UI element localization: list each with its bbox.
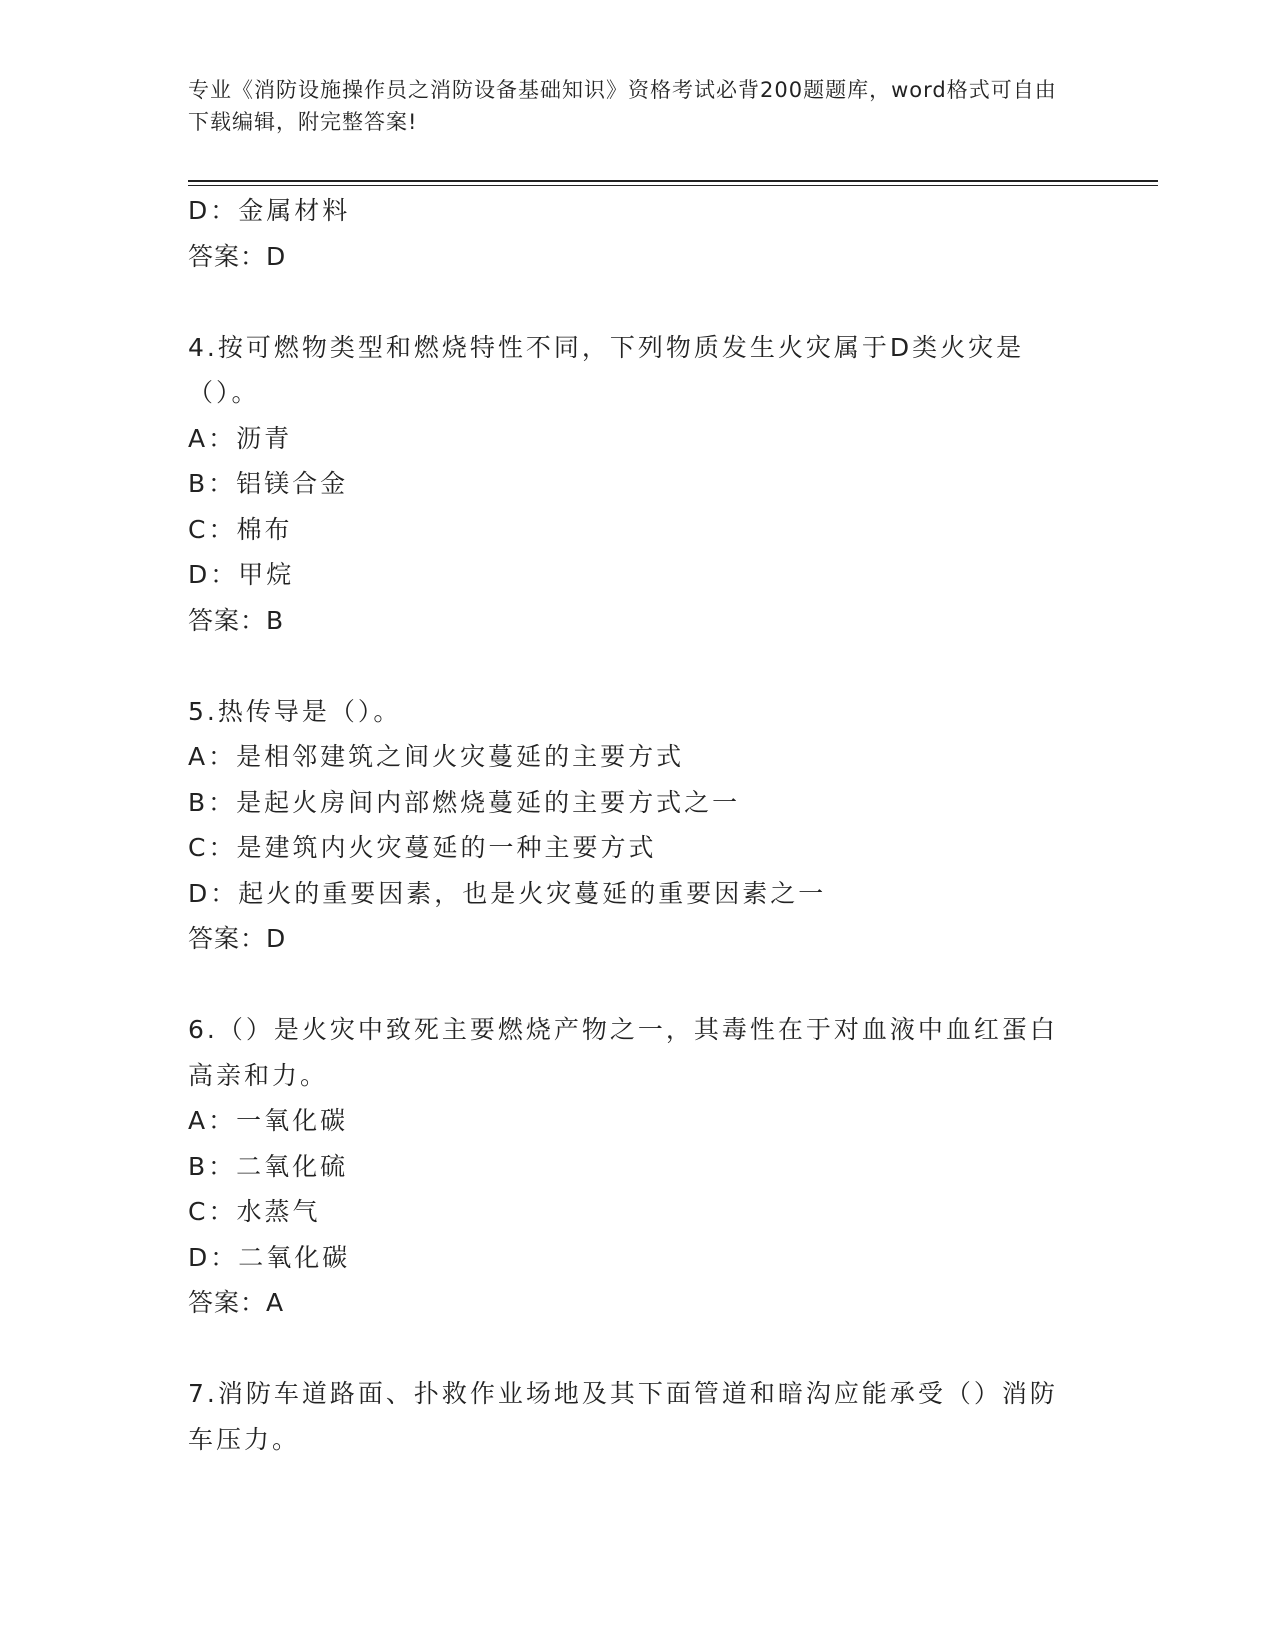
question-text: 6.（）是火灾中致死主要燃烧产物之一，其毒性在于对血液中血红蛋白高亲和力。 [188, 1015, 1058, 1090]
option-b: B：铝镁合金 [188, 469, 349, 498]
answer: 答案：D [188, 241, 287, 271]
option-d: D：甲烷 [188, 560, 295, 589]
document-header: 专业《消防设施操作员之消防设备基础知识》资格考试必背200题题库，word格式可自由下载编辑，附完整答案! [188, 78, 1057, 134]
question-7 [188, 1371, 1068, 1462]
option-b: B：二氧化硫 [188, 1151, 349, 1181]
option-a: A：沥青 [188, 423, 293, 453]
spacer [188, 643, 1068, 689]
header-divider-thin [188, 185, 1158, 186]
answer: 答案：A [188, 1288, 285, 1317]
question-6 [188, 1007, 1068, 1326]
option-d: D：起火的重要因素，也是火灾蔓延的重要因素之一 [188, 878, 827, 908]
spacer [188, 962, 1068, 1008]
option-c: C：水蒸气 [188, 1197, 321, 1226]
option-c: C：棉布 [188, 514, 293, 544]
question-4 [188, 325, 1068, 644]
spacer [188, 1326, 1068, 1372]
answer: 答案：B [188, 605, 285, 635]
option-d: D：二氧化碳 [188, 1242, 351, 1272]
question-5 [188, 689, 1068, 962]
option-d: D：金属材料 [188, 196, 351, 225]
option-c: C：是建筑内火灾蔓延的一种主要方式 [188, 833, 657, 862]
option-b: B：是起火房间内部燃烧蔓延的主要方式之一 [188, 787, 741, 817]
question-text: 4.按可燃物类型和燃烧特性不同，下列物质发生火灾属于D类火灾是（）。 [188, 332, 1025, 407]
answer: 答案：D [188, 924, 287, 953]
question-text: 7.消防车道路面、扑救作业场地及其下面管道和暗沟应能承受（）消防车压力。 [188, 1379, 1058, 1454]
option-a: A：一氧化碳 [188, 1106, 349, 1135]
question-list [188, 188, 1068, 1462]
option-a: A：是相邻建筑之间火灾蔓延的主要方式 [188, 742, 685, 771]
spacer [188, 279, 1068, 325]
question-text: 5.热传导是（）。 [188, 696, 402, 726]
header-divider [188, 180, 1158, 182]
